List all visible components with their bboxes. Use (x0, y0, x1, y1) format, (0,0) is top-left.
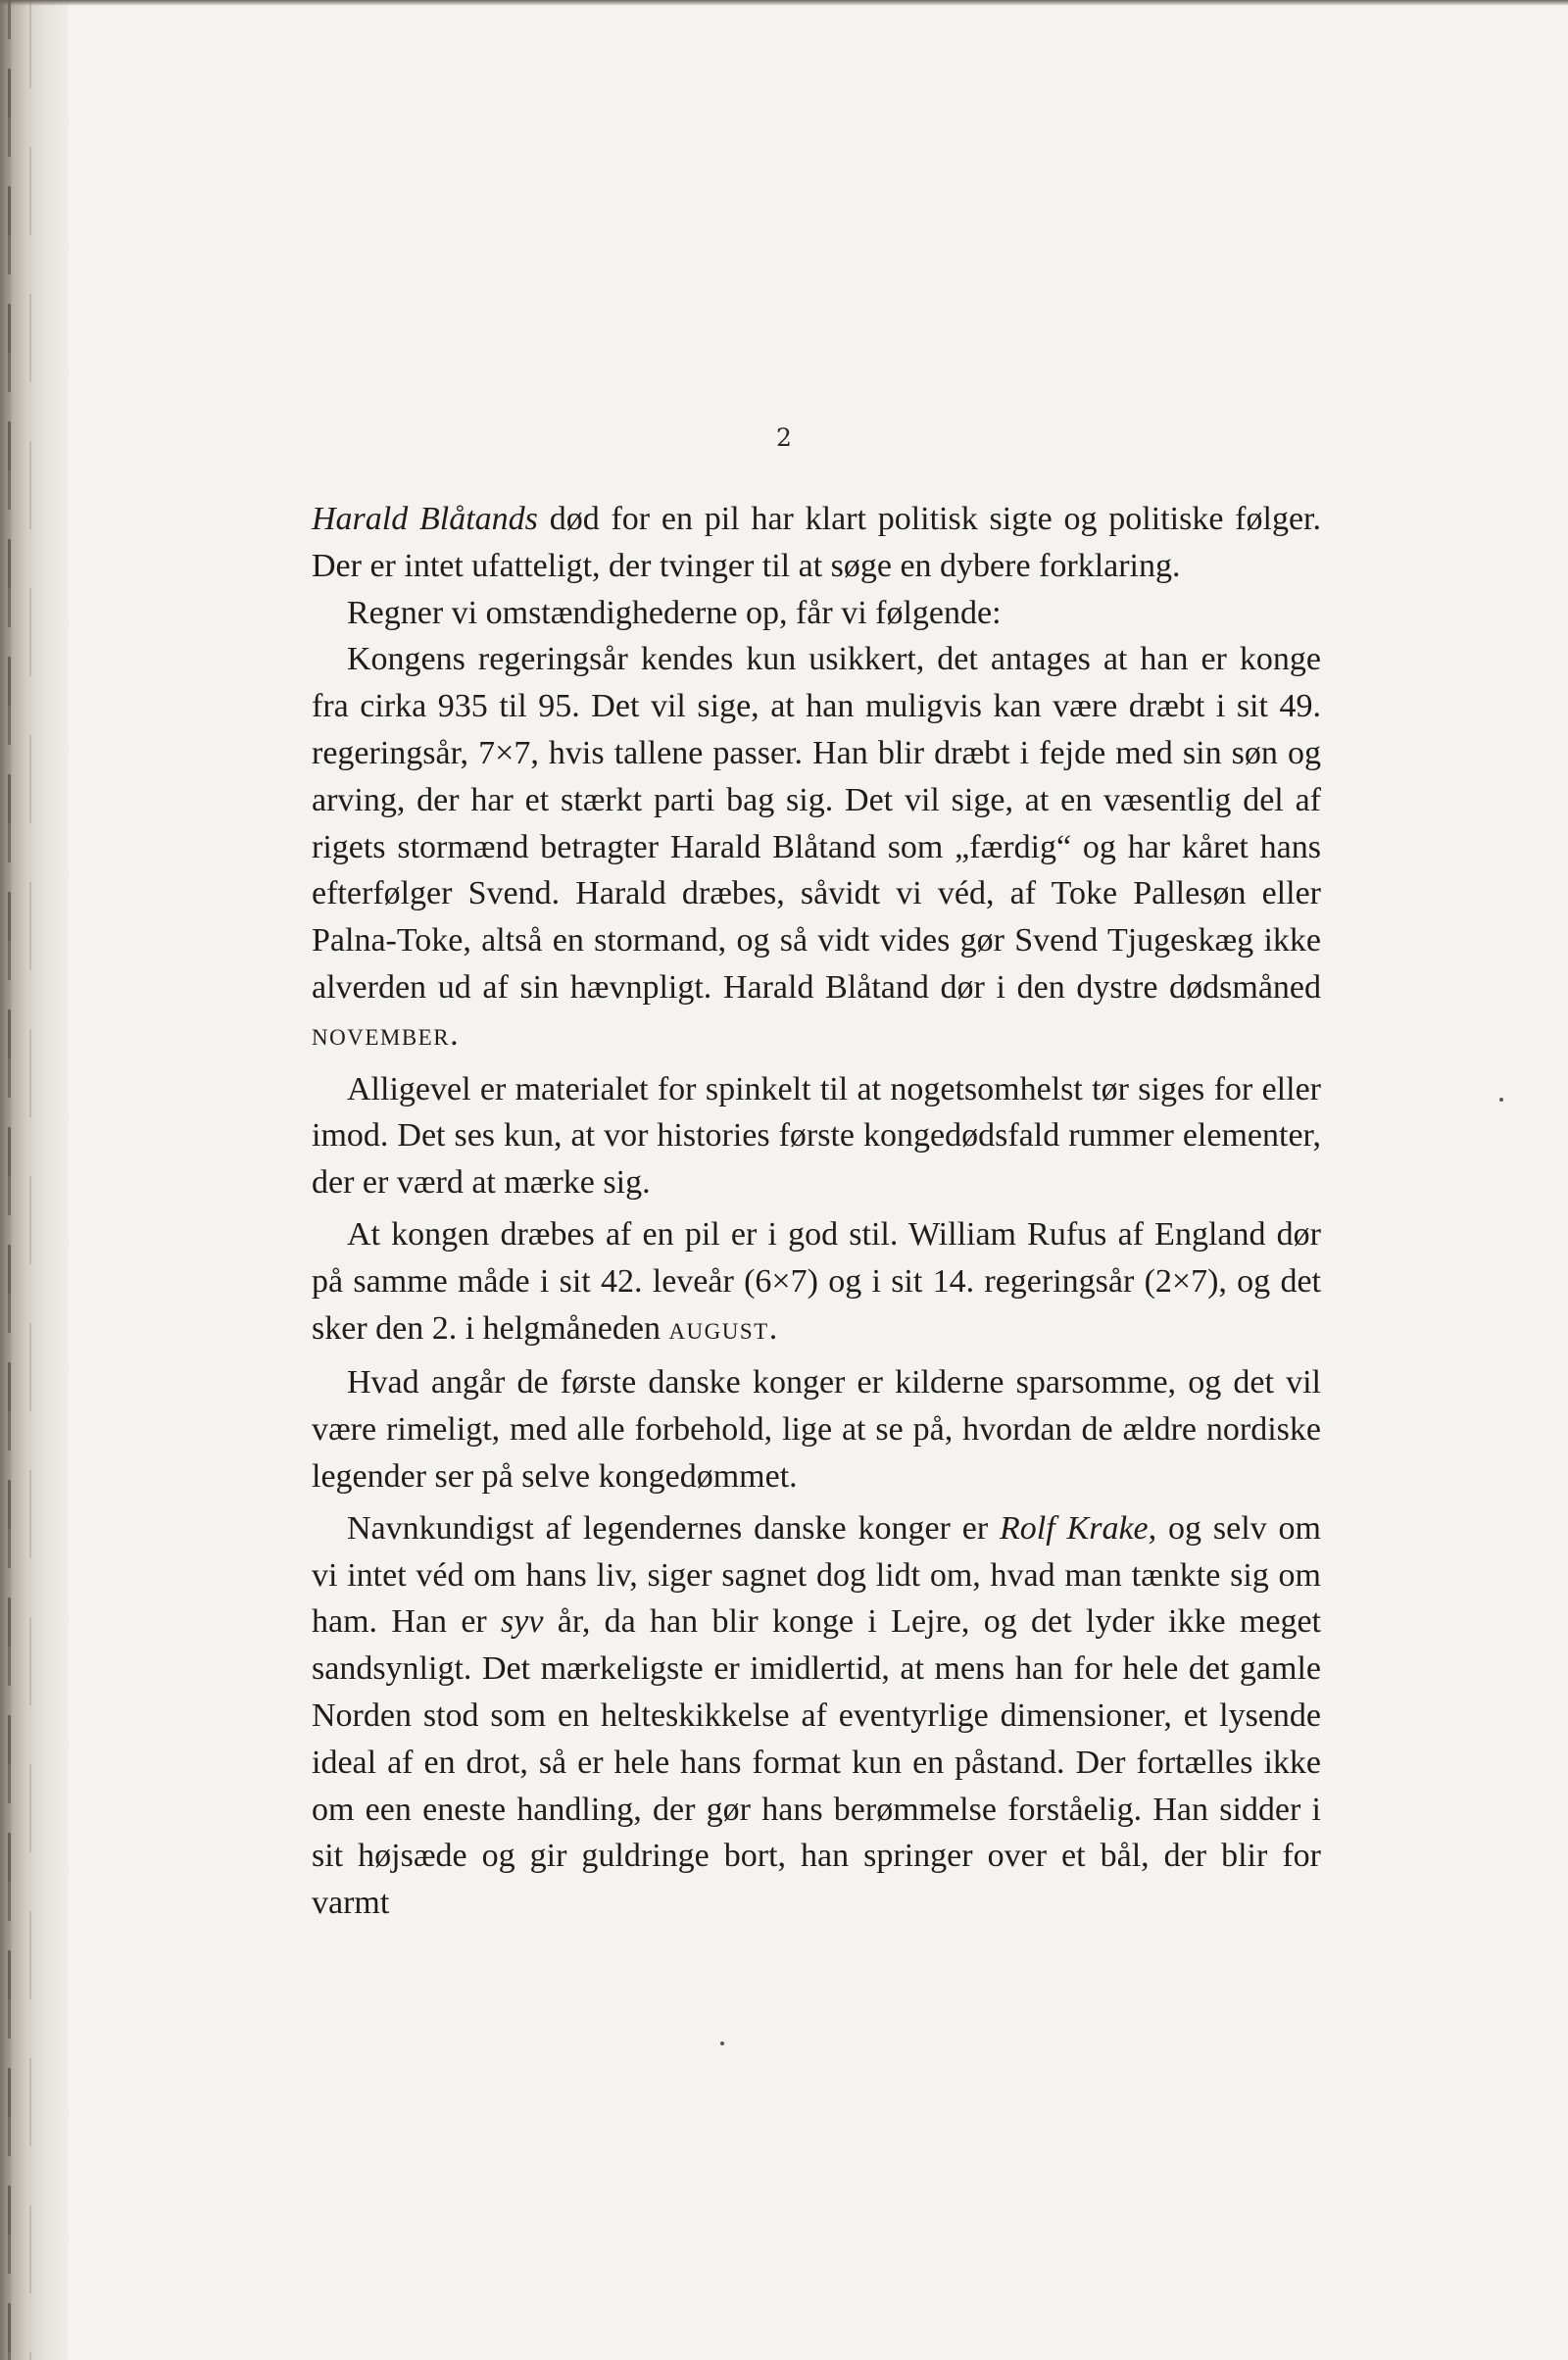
paragraph-7-text-b: og selv om vi intet véd om hans liv, siger sagnet dog lidt om, hvad man tænkte sig om ham. Han er (312, 1509, 1321, 1641)
body-text (312, 496, 1321, 1927)
paragraph-5-end: . (768, 1309, 778, 1347)
page-speck (1499, 1098, 1503, 1102)
italic-name-rolf-krake: Rolf Krake, (1000, 1509, 1157, 1547)
italic-name-harald-blatand: Harald Blåtands (312, 501, 538, 537)
paragraph-7-text-a: Navnkundigst af legendernes danske konger er (347, 1509, 1001, 1547)
paragraph-3 (312, 636, 1321, 1060)
page-binding-edge (0, 0, 69, 2360)
page-top-shadow (0, 0, 1568, 6)
paragraph-5 (312, 1211, 1321, 1354)
paragraph-6: Hvad angår de første danske konger er kilderne sparsomme, og det vil være rimeligt, med alle forbehold, lige at se på, hvordan de ældre nordiske legender ser på selve kongedømmet. (312, 1364, 1321, 1495)
smallcaps-august: AUGUST (668, 1318, 769, 1344)
paragraph-3-text: Kongens regeringsår kendes kun usikkert, det antages at han er konge fra cirka 935 til 95. Det vil sige, at han muligvis kan være dræbt i sit 49. regeringsår, 7×7, hvis tallene passer. Han blir dræbt i fejde med sin søn og arving, der har et stærkt parti bag sig. Det vil sige, at en væsentlig del af rigets stormænd betragter Harald Blåtand som „færdig“ og har kåret hans efterfølger Svend. Harald dræbes, såvidt vi véd, af Toke Pallesøn eller Palna-Toke, altså en stormand, og så vidt vides gør Svend Tjugeskæg ikke alverden ud af sin hævnpligt. Harald Blåtand dør i den dystre dødsmåned (312, 641, 1321, 1006)
paragraph-7 (312, 1505, 1321, 1927)
smallcaps-november: NOVEMBER (312, 1024, 451, 1050)
paragraph-1 (312, 496, 1321, 590)
paragraph-3-end: . (450, 1015, 459, 1053)
paragraph-2: Regner vi omstændighederne op, får vi følgende: (347, 594, 1002, 631)
italic-word-syv: syv (501, 1603, 544, 1641)
paragraph-4: Alligevel er materialet for spinkelt til at nogetsomhelst tør siges for eller imod. Det ses kun, at vor histories første kongedødsfald rummer elementer, der er værd at mærke sig. (312, 1070, 1321, 1202)
page-speck (720, 2041, 724, 2045)
paragraph-5-text: At kongen dræbes af en pil er i god stil. William Rufus af England dør på samme måde i sit 42. leveår (6×7) og i sit 14. regeringsår (2×7), og det sker den 2. i helgmåneden (312, 1215, 1321, 1347)
paragraph-1-text: død for en pil har klart politisk sigte og politiske følger. Der er intet ufatteligt, der tvinger til at søge en dybere forklaring. (312, 501, 1321, 584)
paragraph-7-text-c: år, da han blir konge i Lejre, og det lyder ikke meget sandsynligt. Det mærkeligste er imidlertid, at mens han for hele det gamle Norden stod som en helteskikkelse af eventyrlige dimensioner, et lysende ideal af en drot, så er hele hans format kun en påstand. Der fortælles ikke om een eneste handling, der gør hans berømmelse forståelig. Han sidder i sit højsæde og gir guldringe bort, han springer over et bål, der blir for varmt (312, 1603, 1321, 1922)
page-number: 2 (776, 423, 792, 452)
